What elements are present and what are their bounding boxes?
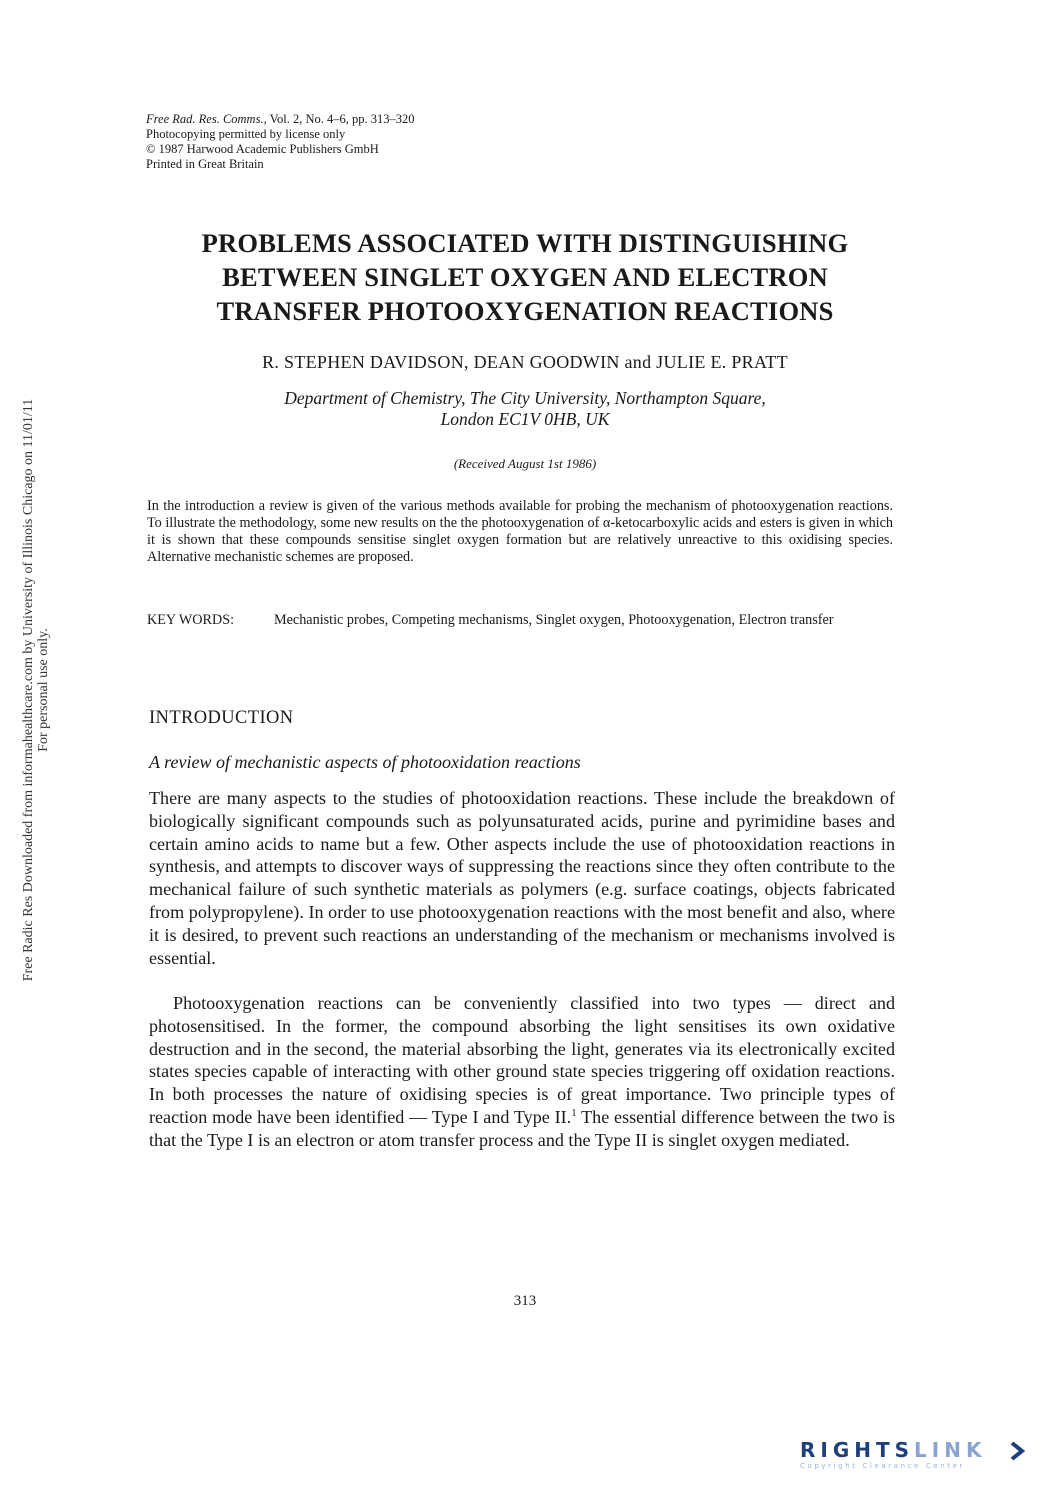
paragraph-1: There are many aspects to the studies of photooxidation reactions. These include the breakdown of biologically significant compounds such as polyunsaturated acids, purine and pyrimidine bases and certain amino acids to name but a few. Other aspects include the use of photooxidation reactions in synthesis, and attempts to discover ways of suppressing the reactions since they often contribute to the mechanical failure of such synthetic materials as polymers (e.g. surface coatings, objects fabricated from polypropylene). In order to use photooxygenation reactions with the most benefit and also, where it is desired, to prevent such reactions an understanding of the mechanism or mechanisms involved is essential. — [149, 788, 895, 968]
paragraph-2-text-b: The essential difference between the two is that the Type I is an electron or atom transfer process and the Type II is singlet oxygen mediated. — [149, 1106, 895, 1150]
permission-note: Photocopying permitted by license only — [146, 127, 346, 141]
authors: R. STEPHEN DAVIDSON, DEAN GOODWIN and JULIE E. PRATT — [262, 352, 788, 372]
download-watermark — [21, 250, 51, 1130]
page-number: 313 — [513, 1293, 537, 1309]
rightslink-logo[interactable] — [800, 1438, 1030, 1472]
copyright-note: © 1987 Harwood Academic Publishers GmbH — [146, 142, 379, 156]
affiliation-line-2: London EC1V 0HB, UK — [440, 409, 610, 429]
paper-title — [100, 226, 950, 328]
title-line-3: TRANSFER PHOTOOXYGENATION REACTIONS — [216, 296, 834, 326]
paragraph-2 — [149, 992, 895, 1152]
keywords-label: KEY WORDS: — [147, 612, 235, 628]
volume-info: , Vol. 2, No. 4–6, pp. 313–320 — [263, 112, 415, 126]
journal-line — [146, 112, 415, 127]
watermark-line-2: For personal use only. — [36, 628, 51, 752]
citation-block — [146, 112, 415, 172]
reference-superscript[interactable]: 1 — [571, 1106, 577, 1119]
keywords — [147, 612, 893, 629]
title-line-2: BETWEEN SINGLET OXYGEN AND ELECTRON — [222, 262, 828, 292]
journal-name: Free Rad. Res. Comms. — [146, 112, 264, 126]
title-line-1: PROBLEMS ASSOCIATED WITH DISTINGUISHING — [201, 228, 849, 258]
received-date: (Received August 1st 1986) — [453, 456, 597, 471]
paragraph-2-text-a: Photooxygenation reactions can be conveniently classified into two types — direct and photosensitised. In the former, the compound absorbing the light sensitises its own oxidative destruction and in the second, the material absorbing the light, generates via its electronically excited states species capable of interacting with other ground state species triggering off oxidation reactions. In both processes the nature of oxidising species is of great importance. Two principle types of reaction mode have been identified — Type I and Type II. — [149, 993, 895, 1127]
logo-text-light: LINK — [914, 1438, 987, 1462]
abstract: In the introduction a review is given of the various methods available for probing the mechanism of photooxygenation reactions. To illustrate the methodology, some new results on the the photooxygenation of α-ketocarboxylic acids and esters is given in which it is shown that these compounds sensitise singlet oxygen formation but are relatively unreactive to this oxidising species. Alternative mechanistic schemes are proposed. — [147, 498, 893, 565]
affiliation-line-1: Department of Chemistry, The City University, Northampton Square, — [284, 388, 766, 408]
printed-note: Printed in Great Britain — [146, 157, 264, 171]
rightslink-wordmark — [800, 1438, 1030, 1462]
section-heading: INTRODUCTION — [149, 708, 294, 728]
watermark-line-1: Free Radic Res Downloaded from informahealthcare.com by University of Illinois Chicago on 11/01/11 — [21, 398, 36, 982]
logo-text-dark: RIGHTS — [800, 1438, 915, 1462]
chevron-right-icon — [1008, 1440, 1030, 1462]
keywords-text: Mechanistic probes, Competing mechanisms, Singlet oxygen, Photooxygenation, Electron transfer — [274, 612, 834, 628]
logo-tagline: Copyright Clearance Center — [800, 1462, 966, 1470]
affiliation — [100, 388, 950, 430]
subsection-heading: A review of mechanistic aspects of photooxidation reactions — [149, 752, 581, 772]
